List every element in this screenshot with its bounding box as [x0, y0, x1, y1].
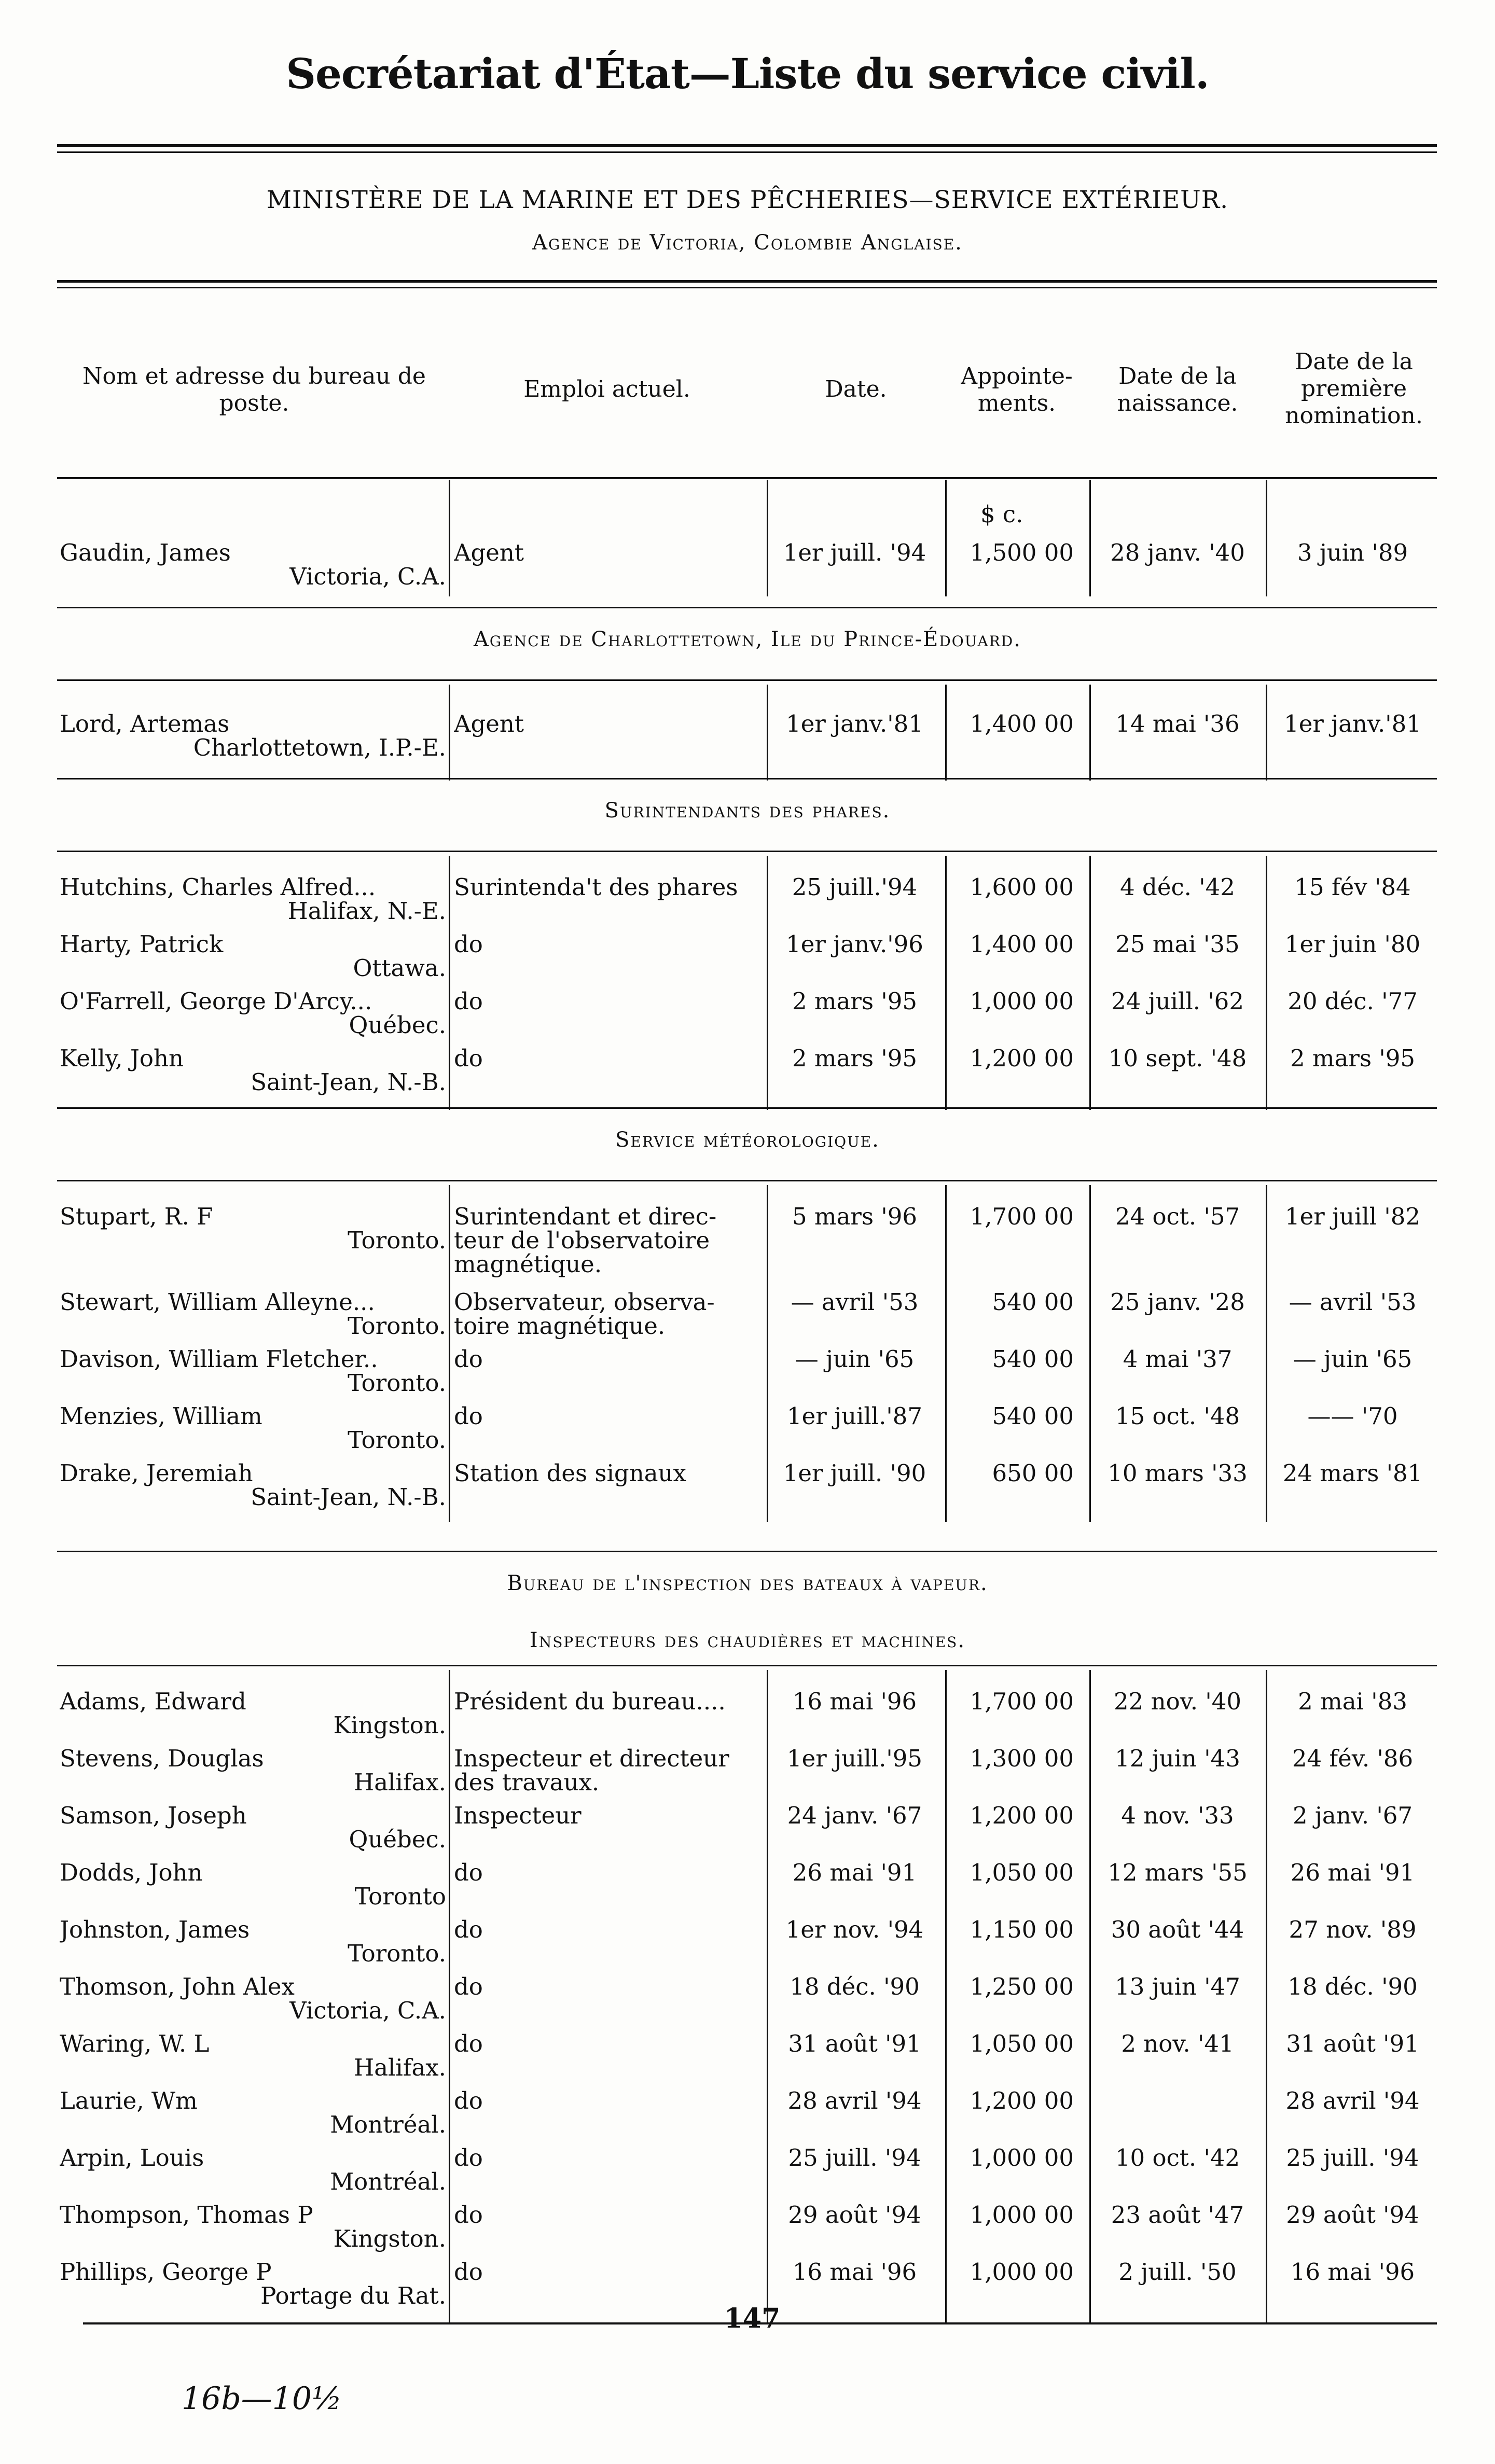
post-office-address: Kingston. — [333, 2225, 446, 2252]
post-office-address: Halifax, N.-E. — [287, 897, 446, 925]
birth-date: 12 mars '55 — [1108, 1859, 1248, 1886]
current-position: do — [454, 2145, 483, 2171]
post-office-address: Québec. — [349, 1011, 446, 1039]
salary: 1,400 00 — [970, 710, 1074, 737]
post-office-address: Victoria, C.A. — [289, 1997, 446, 2024]
post-office-address: Toronto. — [348, 1426, 446, 1454]
current-position: do — [454, 1045, 483, 1072]
post-office-address: Toronto — [354, 1883, 446, 1910]
section-title-victoria: Agence de Victoria, Colombie Anglaise. — [532, 231, 963, 255]
appointment-date: 1er juill.'87 — [786, 1402, 923, 1430]
column-divider — [1266, 856, 1267, 1110]
salary: 1,050 00 — [970, 1859, 1074, 1886]
first-appointment-date: 2 mai '83 — [1298, 1688, 1407, 1715]
section-rule-above-1 — [57, 607, 1437, 608]
current-position-cont: teur de l'observatoire — [454, 1227, 710, 1254]
appointment-date: 28 avril '94 — [787, 2087, 922, 2114]
current-position: do — [454, 1403, 483, 1430]
salary: 1,500 00 — [970, 539, 1074, 566]
appointment-date: 2 mars '95 — [792, 987, 917, 1015]
first-appointment-date: 24 mars '81 — [1282, 1459, 1423, 1487]
column-divider — [449, 1185, 450, 1522]
section-subtitle-4: Inspecteurs des chaudières et machines. — [529, 1628, 966, 1652]
post-office-address: Toronto. — [348, 1940, 446, 1967]
first-appointment-date: — avril '53 — [1289, 1288, 1417, 1316]
footer-reference: 16b—10½ — [182, 2381, 342, 2417]
employee-name: Samson, Joseph — [60, 1802, 247, 1829]
employee-name: Menzies, William — [60, 1403, 262, 1430]
salary: 1,400 00 — [970, 930, 1074, 958]
header-rule-top2 — [57, 287, 1437, 288]
employee-name: O'Farrell, George D'Arcy... — [60, 988, 372, 1015]
appointment-date: 1er juill. '94 — [783, 539, 926, 566]
salary: 1,200 00 — [970, 2087, 1074, 2114]
header-rule-top — [57, 280, 1437, 283]
salary: 1,200 00 — [970, 1045, 1074, 1072]
birth-date: 28 janv. '40 — [1110, 539, 1245, 566]
first-appointment-date: 16 mai '96 — [1290, 2258, 1415, 2286]
employee-name: Laurie, Wm — [60, 2087, 198, 2114]
section-rule-below-2 — [57, 851, 1437, 852]
section-rule-below-1 — [57, 679, 1437, 681]
post-office-address: Portage du Rat. — [260, 2282, 446, 2309]
title-rule-thin — [57, 151, 1437, 153]
post-office-address: Halifax. — [353, 2054, 446, 2081]
current-position: Inspecteur — [454, 1802, 582, 1829]
first-appointment-date: 20 déc. '77 — [1288, 987, 1418, 1015]
current-position: do — [454, 2202, 483, 2229]
post-office-address: Saint-Jean, N.-B. — [251, 1483, 446, 1511]
salary: 1,150 00 — [970, 1916, 1074, 1943]
employee-name: Hutchins, Charles Alfred... — [60, 874, 376, 901]
appointment-date: 1er nov. '94 — [785, 1916, 924, 1943]
currency-unit: $ c. — [980, 500, 1023, 528]
birth-date: 23 août '47 — [1111, 2201, 1244, 2229]
employee-name: Stevens, Douglas — [60, 1745, 264, 1772]
column-divider — [449, 1670, 450, 2322]
column-divider — [1266, 480, 1267, 596]
column-divider — [945, 480, 947, 596]
appointment-date: 25 juill. '94 — [788, 2144, 921, 2171]
current-position: Surintenda't des phares — [454, 874, 738, 901]
current-position: do — [454, 1973, 483, 2000]
col-header-first: Date de la première nomination. — [1285, 349, 1423, 429]
first-appointment-date: 24 fév. '86 — [1292, 1745, 1414, 1772]
col-header-salary: Appointe- ments. — [961, 363, 1073, 416]
employee-name: Johnston, James — [60, 1916, 250, 1943]
birth-date: 13 juin '47 — [1115, 1973, 1240, 2000]
birth-date: 22 nov. '40 — [1114, 1688, 1241, 1715]
column-divider — [767, 480, 768, 596]
salary: 1,700 00 — [970, 1203, 1074, 1230]
current-position: do — [454, 1346, 483, 1373]
employee-name: Davison, William Fletcher.. — [60, 1346, 378, 1373]
column-divider — [1266, 1670, 1267, 2322]
appointment-date: 1er juill.'95 — [786, 1745, 923, 1772]
salary: 1,050 00 — [970, 2030, 1074, 2057]
col-header-name: Nom et adresse du bureau de poste. — [82, 363, 426, 416]
section-title-1: Agence de Charlottetown, Ile du Prince-Édouard. — [474, 628, 1021, 651]
birth-date: 15 oct. '48 — [1115, 1402, 1240, 1430]
current-position: Agent — [454, 539, 524, 566]
salary: 650 00 — [992, 1459, 1074, 1487]
current-position: Agent — [454, 711, 524, 737]
birth-date: 12 juin '43 — [1115, 1745, 1240, 1772]
appointment-date: 26 mai '91 — [792, 1859, 917, 1886]
first-appointment-date: 15 fév '84 — [1294, 873, 1411, 901]
column-divider — [1089, 1185, 1091, 1522]
first-appointment-date: 1er juin '80 — [1284, 930, 1421, 958]
employee-name: Stupart, R. F — [60, 1203, 213, 1230]
appointment-date: 29 août '94 — [788, 2201, 921, 2229]
current-position: do — [454, 2030, 483, 2057]
first-appointment-date: 1er juill '82 — [1284, 1203, 1421, 1230]
appointment-date: 16 mai '96 — [792, 2258, 917, 2286]
section-rule-below-4 — [57, 1665, 1437, 1666]
post-office-address: Kingston. — [333, 1711, 446, 1739]
birth-date: 30 août '44 — [1111, 1916, 1244, 1943]
birth-date: 4 nov. '33 — [1121, 1802, 1234, 1829]
first-appointment-date: 27 nov. '89 — [1289, 1916, 1417, 1943]
column-divider — [1089, 856, 1091, 1110]
salary: 1,000 00 — [970, 987, 1074, 1015]
salary: 1,000 00 — [970, 2144, 1074, 2171]
current-position: do — [454, 2087, 483, 2114]
col-header-birth: Date de la naissance. — [1117, 363, 1238, 416]
birth-date: 25 mai '35 — [1115, 930, 1240, 958]
current-position: do — [454, 1916, 483, 1943]
first-appointment-date: 2 janv. '67 — [1292, 1802, 1413, 1829]
employee-name: Stewart, William Alleyne... — [60, 1289, 375, 1316]
col-header-date: Date. — [825, 376, 887, 402]
appointment-date: 16 mai '96 — [792, 1688, 917, 1715]
employee-name: Thompson, Thomas P — [60, 2202, 313, 2229]
employee-name: Drake, Jeremiah — [60, 1460, 253, 1487]
birth-date: 2 juill. '50 — [1118, 2258, 1237, 2286]
post-office-address: Victoria, C.A. — [289, 563, 446, 590]
employee-name: Arpin, Louis — [60, 2145, 204, 2171]
current-position: Surintendant et direc- — [454, 1203, 717, 1230]
post-office-address: Ottawa. — [353, 954, 446, 982]
current-position: do — [454, 988, 483, 1015]
column-divider — [449, 856, 450, 1110]
current-position: Observateur, observa- — [454, 1289, 715, 1316]
first-appointment-date: 31 août '91 — [1286, 2030, 1419, 2057]
column-divider — [1089, 480, 1091, 596]
page-number: 147 — [724, 2303, 781, 2334]
birth-date: 10 oct. '42 — [1115, 2144, 1240, 2171]
column-divider — [1266, 1185, 1267, 1522]
current-position-cont: toire magnétique. — [454, 1312, 666, 1340]
appointment-date: 25 juill.'94 — [792, 873, 918, 901]
birth-date: 10 mars '33 — [1108, 1459, 1248, 1487]
appointment-date: — juin '65 — [795, 1345, 915, 1373]
employee-name: Adams, Edward — [60, 1688, 246, 1715]
post-office-address: Halifax. — [353, 1769, 446, 1796]
employee-name: Phillips, George P — [60, 2259, 272, 2286]
current-position: do — [454, 1859, 483, 1886]
current-position: do — [454, 931, 483, 958]
birth-date: 24 juill. '62 — [1111, 987, 1244, 1015]
birth-date: 2 nov. '41 — [1121, 2030, 1234, 2057]
first-appointment-date: —— '70 — [1307, 1402, 1398, 1430]
post-office-address: Charlottetown, I.P.-E. — [193, 734, 446, 761]
column-divider — [449, 685, 450, 781]
first-appointment-date: 3 juin '89 — [1297, 539, 1408, 566]
salary: 1,000 00 — [970, 2201, 1074, 2229]
current-position: Inspecteur et directeur — [454, 1745, 729, 1772]
employee-name: Waring, W. L — [60, 2030, 210, 2057]
column-divider — [1266, 685, 1267, 781]
employee-name: Lord, Artemas — [60, 711, 230, 737]
post-office-address: Québec. — [349, 1826, 446, 1853]
birth-date: 4 mai '37 — [1123, 1345, 1233, 1373]
current-position-cont: magnétique. — [454, 1250, 602, 1278]
column-divider — [1089, 685, 1091, 781]
appointment-date: 5 mars '96 — [792, 1203, 917, 1230]
birth-date: 4 déc. '42 — [1120, 873, 1235, 901]
post-office-address: Toronto. — [348, 1369, 446, 1397]
appointment-date: 2 mars '95 — [792, 1045, 917, 1072]
first-appointment-date: 18 déc. '90 — [1288, 1973, 1418, 2000]
appointment-date: 24 janv. '67 — [787, 1802, 922, 1829]
current-position-cont: des travaux. — [454, 1769, 600, 1796]
column-divider — [1089, 1670, 1091, 2322]
current-position: Station des signaux — [454, 1460, 686, 1487]
first-appointment-date: — juin '65 — [1293, 1345, 1413, 1373]
employee-name: Harty, Patrick — [60, 931, 224, 958]
post-office-address: Saint-Jean, N.-B. — [251, 1068, 446, 1096]
first-appointment-date: 1er janv.'81 — [1284, 710, 1421, 737]
current-position: Président du bureau.... — [454, 1688, 726, 1715]
col-header-job: Emploi actuel. — [523, 376, 690, 402]
salary: 1,200 00 — [970, 1802, 1074, 1829]
first-appointment-date: 25 juill. '94 — [1286, 2144, 1419, 2171]
employee-name: Gaudin, James — [60, 539, 231, 566]
appointment-date: 1er janv.'96 — [786, 930, 923, 958]
birth-date: 24 oct. '57 — [1115, 1203, 1240, 1230]
employee-name: Dodds, John — [60, 1859, 203, 1886]
header-rule-bottom — [57, 477, 1437, 479]
appointment-date: — avril '53 — [791, 1288, 919, 1316]
section-title-4: Bureau de l'inspection des bateaux à vapeur. — [507, 1571, 988, 1595]
appointment-date: 31 août '91 — [788, 2030, 921, 2057]
employee-name: Thomson, John Alex — [60, 1973, 295, 2000]
post-office-address: Montréal. — [330, 2111, 446, 2138]
birth-date: 14 mai '36 — [1115, 710, 1240, 737]
section-rule-below-3 — [57, 1180, 1437, 1181]
post-office-address: Toronto. — [348, 1312, 446, 1340]
salary: 1,000 00 — [970, 2258, 1074, 2286]
salary: 540 00 — [992, 1402, 1074, 1430]
salary: 540 00 — [992, 1345, 1074, 1373]
first-appointment-date: 28 avril '94 — [1285, 2087, 1420, 2114]
appointment-date: 1er janv.'81 — [786, 710, 923, 737]
title-rule-thick — [57, 144, 1437, 147]
column-divider — [449, 480, 450, 596]
salary: 1,300 00 — [970, 1745, 1074, 1772]
section-title-2: Surintendants des phares. — [604, 799, 891, 823]
page-title: Secrétariat d'État—Liste du service civil. — [286, 49, 1209, 98]
employee-name: Kelly, John — [60, 1045, 184, 1072]
section-title-3: Service météorologique. — [615, 1128, 880, 1152]
salary: 1,600 00 — [970, 873, 1074, 901]
post-office-address: Toronto. — [348, 1227, 446, 1254]
birth-date: 25 janv. '28 — [1110, 1288, 1245, 1316]
appointment-date: 1er juill. '90 — [783, 1459, 926, 1487]
salary: 1,250 00 — [970, 1973, 1074, 2000]
salary: 1,700 00 — [970, 1688, 1074, 1715]
post-office-address: Montréal. — [330, 2168, 446, 2195]
section-rule-above-4 — [57, 1551, 1437, 1552]
section-rule-above-2 — [57, 778, 1437, 779]
birth-date: 10 sept. '48 — [1108, 1045, 1247, 1072]
section-rule-above-3 — [57, 1107, 1437, 1109]
salary: 540 00 — [992, 1288, 1074, 1316]
appointment-date: 18 déc. '90 — [790, 1973, 920, 2000]
ministry-heading: MINISTÈRE DE LA MARINE ET DES PÊCHERIES—SERVICE EXTÉRIEUR. — [266, 186, 1229, 214]
first-appointment-date: 2 mars '95 — [1290, 1045, 1415, 1072]
first-appointment-date: 26 mai '91 — [1290, 1859, 1415, 1886]
current-position: do — [454, 2259, 483, 2286]
first-appointment-date: 29 août '94 — [1286, 2201, 1419, 2229]
